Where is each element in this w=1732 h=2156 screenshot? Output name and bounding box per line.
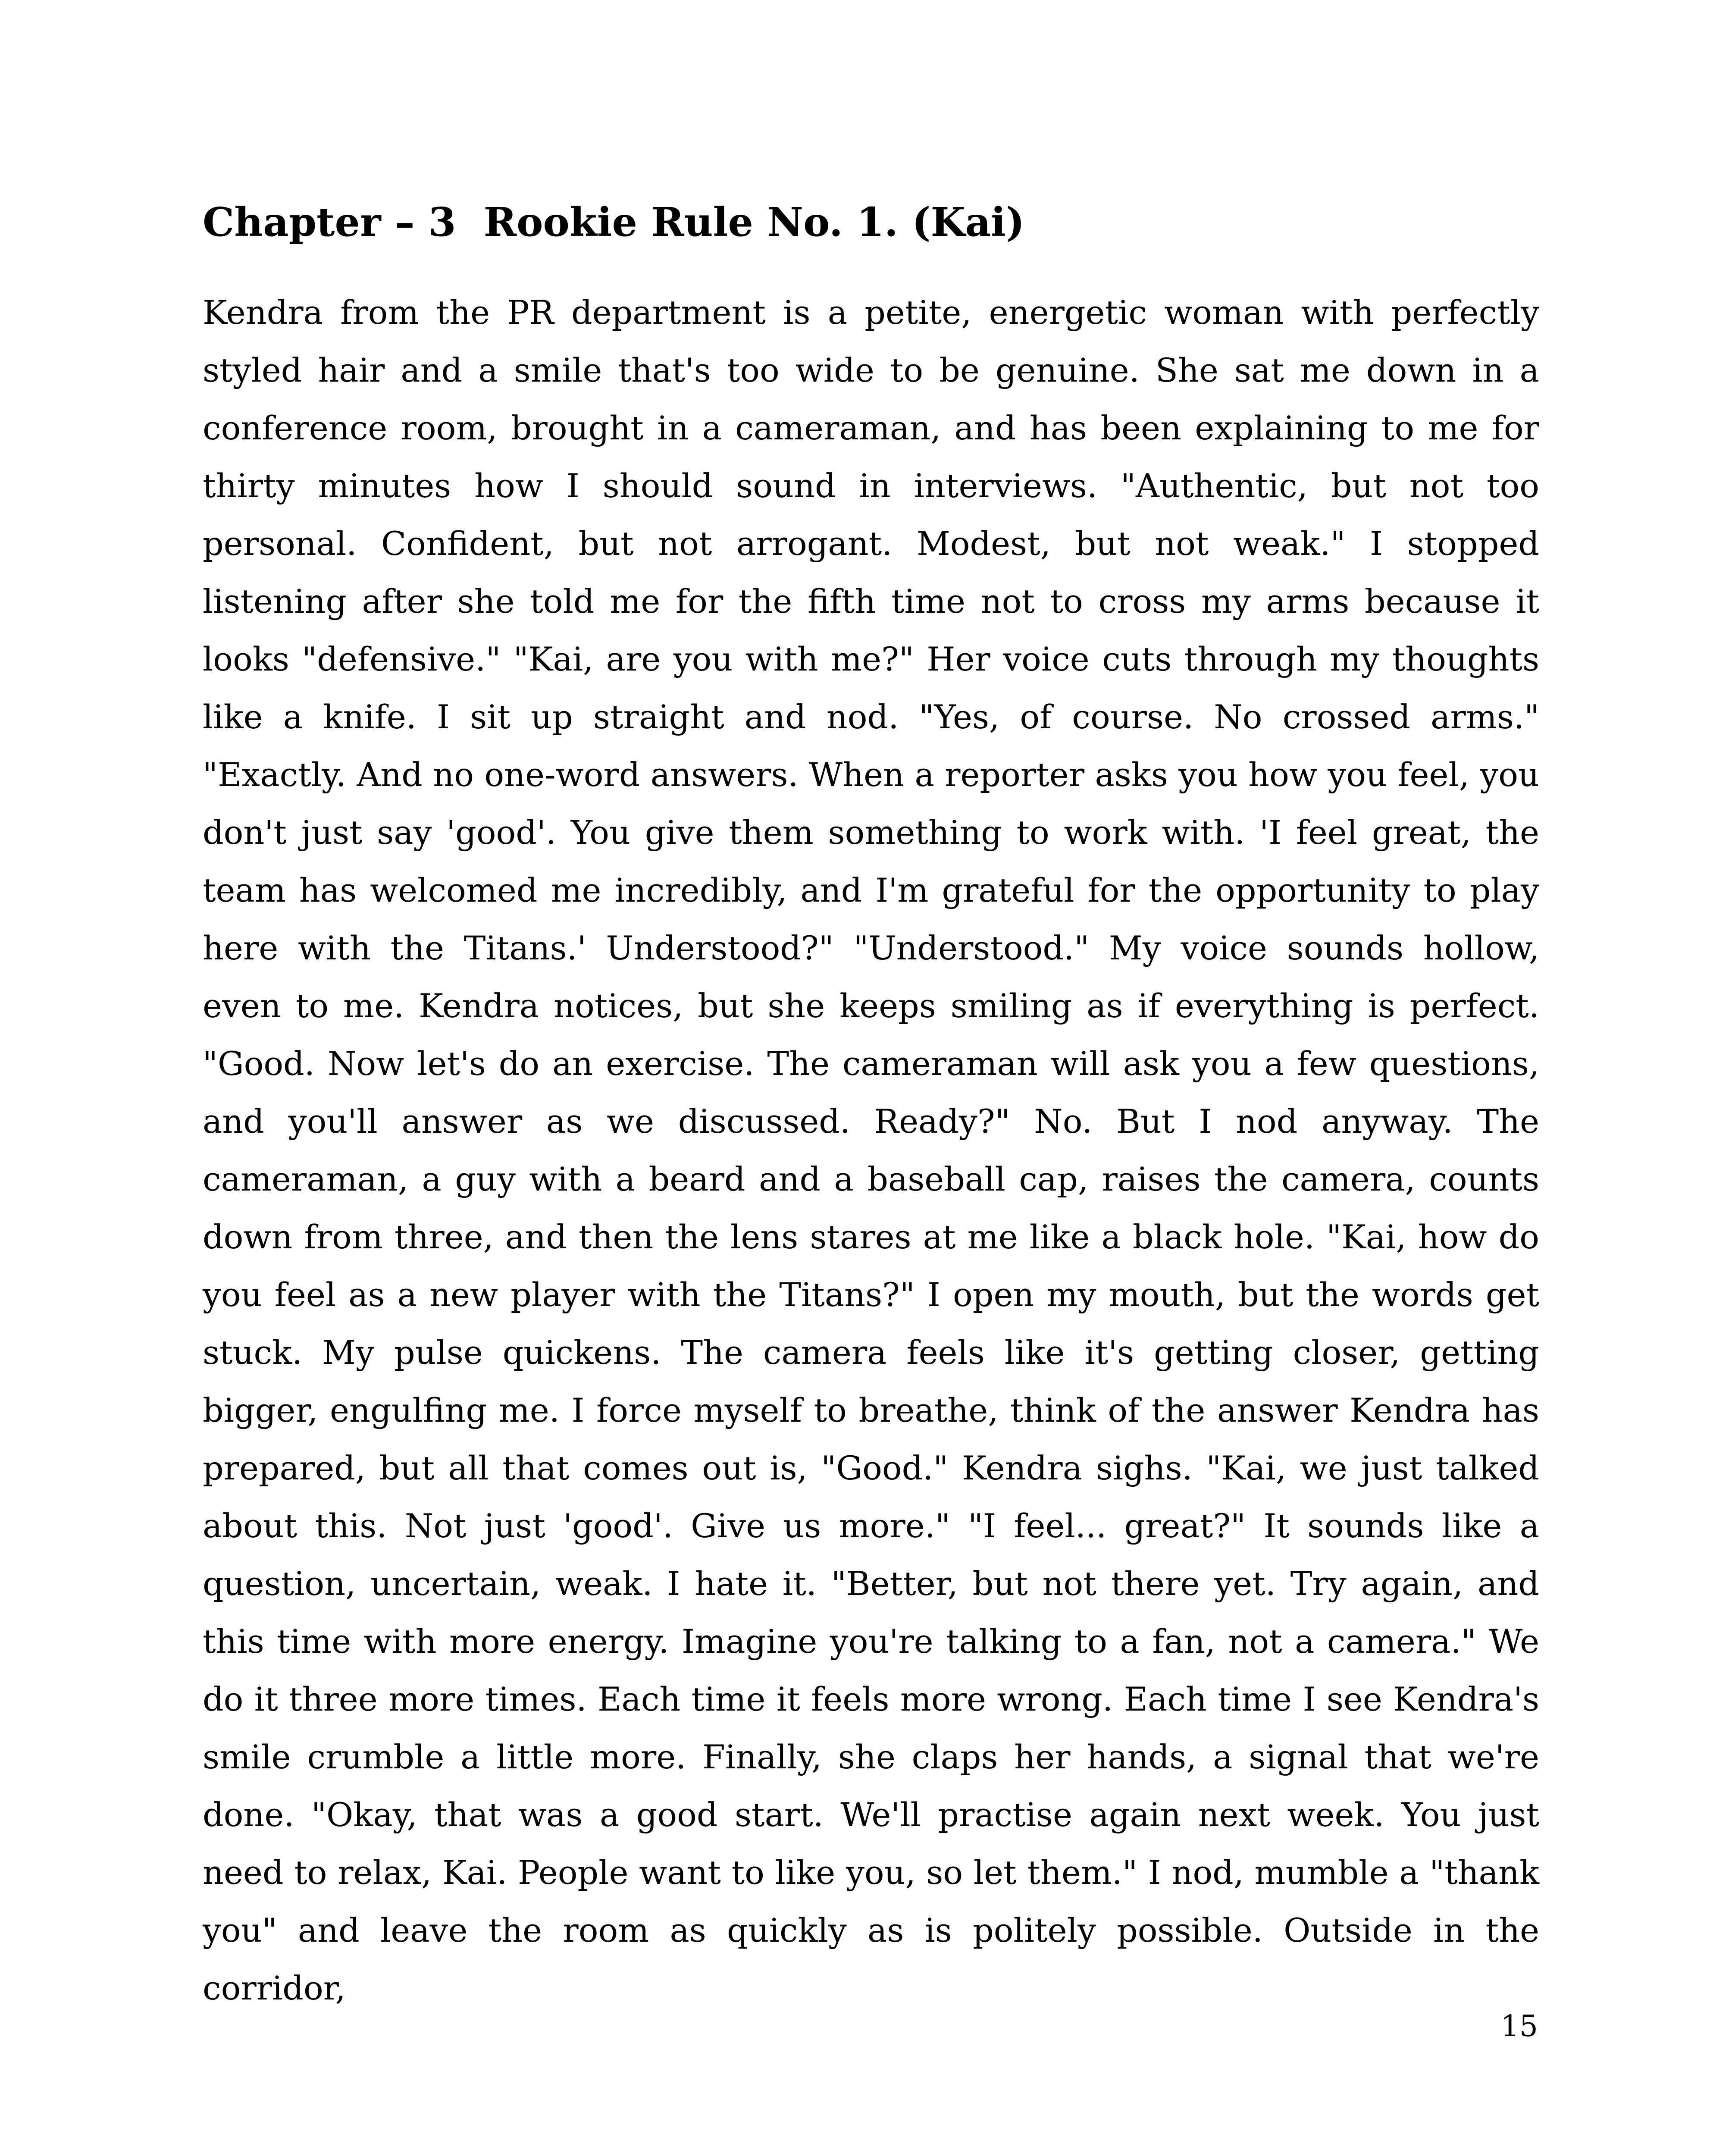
page-content [203,198,1539,2017]
body-paragraph: Kendra from the PR department is a petite, energetic woman with perfectly styled hair and a smile that's too wide to be genuine. She sat me down in a conference room, brought in a cameraman, and has been explaining to me for thirty minutes how I should sound in interviews. "Authentic, but not too personal. Confident, but not arrogant. Modest, but not weak." I stopped listening after she told me for the fifth time not to cross my arms because it looks "defensive." "Kai, are you with me?" Her voice cuts through my thoughts like a knife. I sit up straight and nod. "Yes, of course. No crossed arms." "Exactly. And no one-word answers. When a reporter asks you how you feel, you don't just say 'good'. You give them something to work with. 'I feel great, the team has welcomed me incredibly, and I'm grateful for the opportunity to play here with the Titans.' Understood?" "Understood." My voice sounds hollow, even to me. Kendra notices, but she keeps smiling as if everything is perfect. "Good. Now let's do an exercise. The cameraman will ask you a few questions, and you'll answer as we discussed. Ready?" No. But I nod anyway. The cameraman, a guy with a beard and a baseball cap, raises the camera, counts down from three, and then the lens stares at me like a black hole. "Kai, how do you feel as a new player with the Titans?" I open my mouth, but the words get stuck. My pulse quickens. The camera feels like it's getting closer, getting bigger, engulfing me. I force myself to breathe, think of the answer Kendra has prepared, but all that comes out is, "Good." Kendra sighs. "Kai, we just talked about this. Not just 'good'. Give us more." "I feel... great?" It sounds like a question, uncertain, weak. I hate it. "Better, but not there yet. Try again, and this time with more energy. Imagine you're talking to a fan, not a camera." We do it three more times. Each time it feels more wrong. Each time I see Kendra's smile crumble a little more. Finally, she claps her hands, a signal that we're done. "Okay, that was a good start. We'll practise again next week. You just need to relax, Kai. People want to like you, so let them." I nod, mumble a "thank you" and leave the room as quickly as is politely possible. Outside in the corridor, [203,293,1539,2008]
chapter-title: Chapter – 3 Rookie Rule No. 1. (Kai) [203,199,1025,245]
page-number: 15 [1500,2009,1538,2043]
